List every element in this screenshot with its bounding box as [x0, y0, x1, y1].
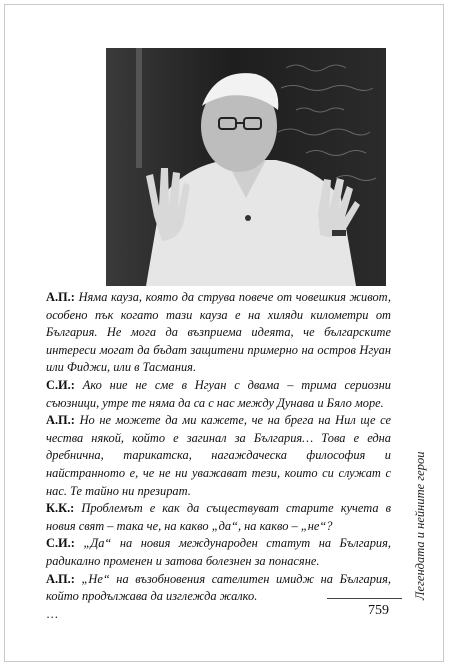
speaker-label: А.П.:	[46, 290, 75, 304]
speaker-label: К.К.:	[46, 501, 75, 516]
dialogue-line	[46, 571, 391, 606]
utterance-text: Няма кауза, която да струва повече от човешкия живот, особено пък когато тази кауза е на хиляди километри от България. Не мога да възприема идеята, че българските интереси могат да бъдат защитени примерно на остров Нгуан или Фиджи, или в Тасмания.	[46, 290, 391, 375]
dialogue-text	[46, 289, 391, 623]
speaker-label: А.П.:	[46, 413, 75, 428]
dialogue-line	[46, 377, 391, 412]
ellipsis: …	[46, 606, 59, 621]
footer-rule	[327, 598, 402, 599]
section-caption: Легендата и нейните герои	[413, 451, 427, 600]
dialogue-line	[46, 412, 391, 500]
utterance-text: „Да“ на новия международен статут на България, радикално променен и затова болезнен за понасяне.	[46, 536, 391, 568]
speaker-label: С.И.:	[46, 536, 75, 551]
speaker-label: А.П.:	[46, 571, 75, 586]
utterance-text: Но не можете да ми кажете, че на брега на Нил ще се чества някой, който е загинал за България… Това е една дребнична, тарикатска, нагаждаческа философия и найстранното е, че не ни уважават тези, които си служат с нас. Те тайно ни презират.	[46, 413, 391, 498]
page-number: 759	[368, 603, 389, 618]
speaker-label: С.И.:	[46, 377, 75, 392]
utterance-text: „Не“ на възобновения сателитен имидж на България, който продължава да изглежда жалко.	[46, 571, 391, 604]
utterance-text: Проблемът е как да съществуват старите кучета в новия свят – така че, на какво „да“, на какво – „не“?	[46, 501, 391, 533]
dialogue-line	[46, 289, 391, 377]
interview-photo	[106, 48, 386, 286]
dialogue-line	[46, 500, 391, 535]
dialogue-line	[46, 535, 391, 570]
utterance-text: Ако ние не сме в Нгуан с двама – трима сериозни съюзници, утре те няма да са с нас между Дунава и Бяло море.	[46, 377, 391, 410]
